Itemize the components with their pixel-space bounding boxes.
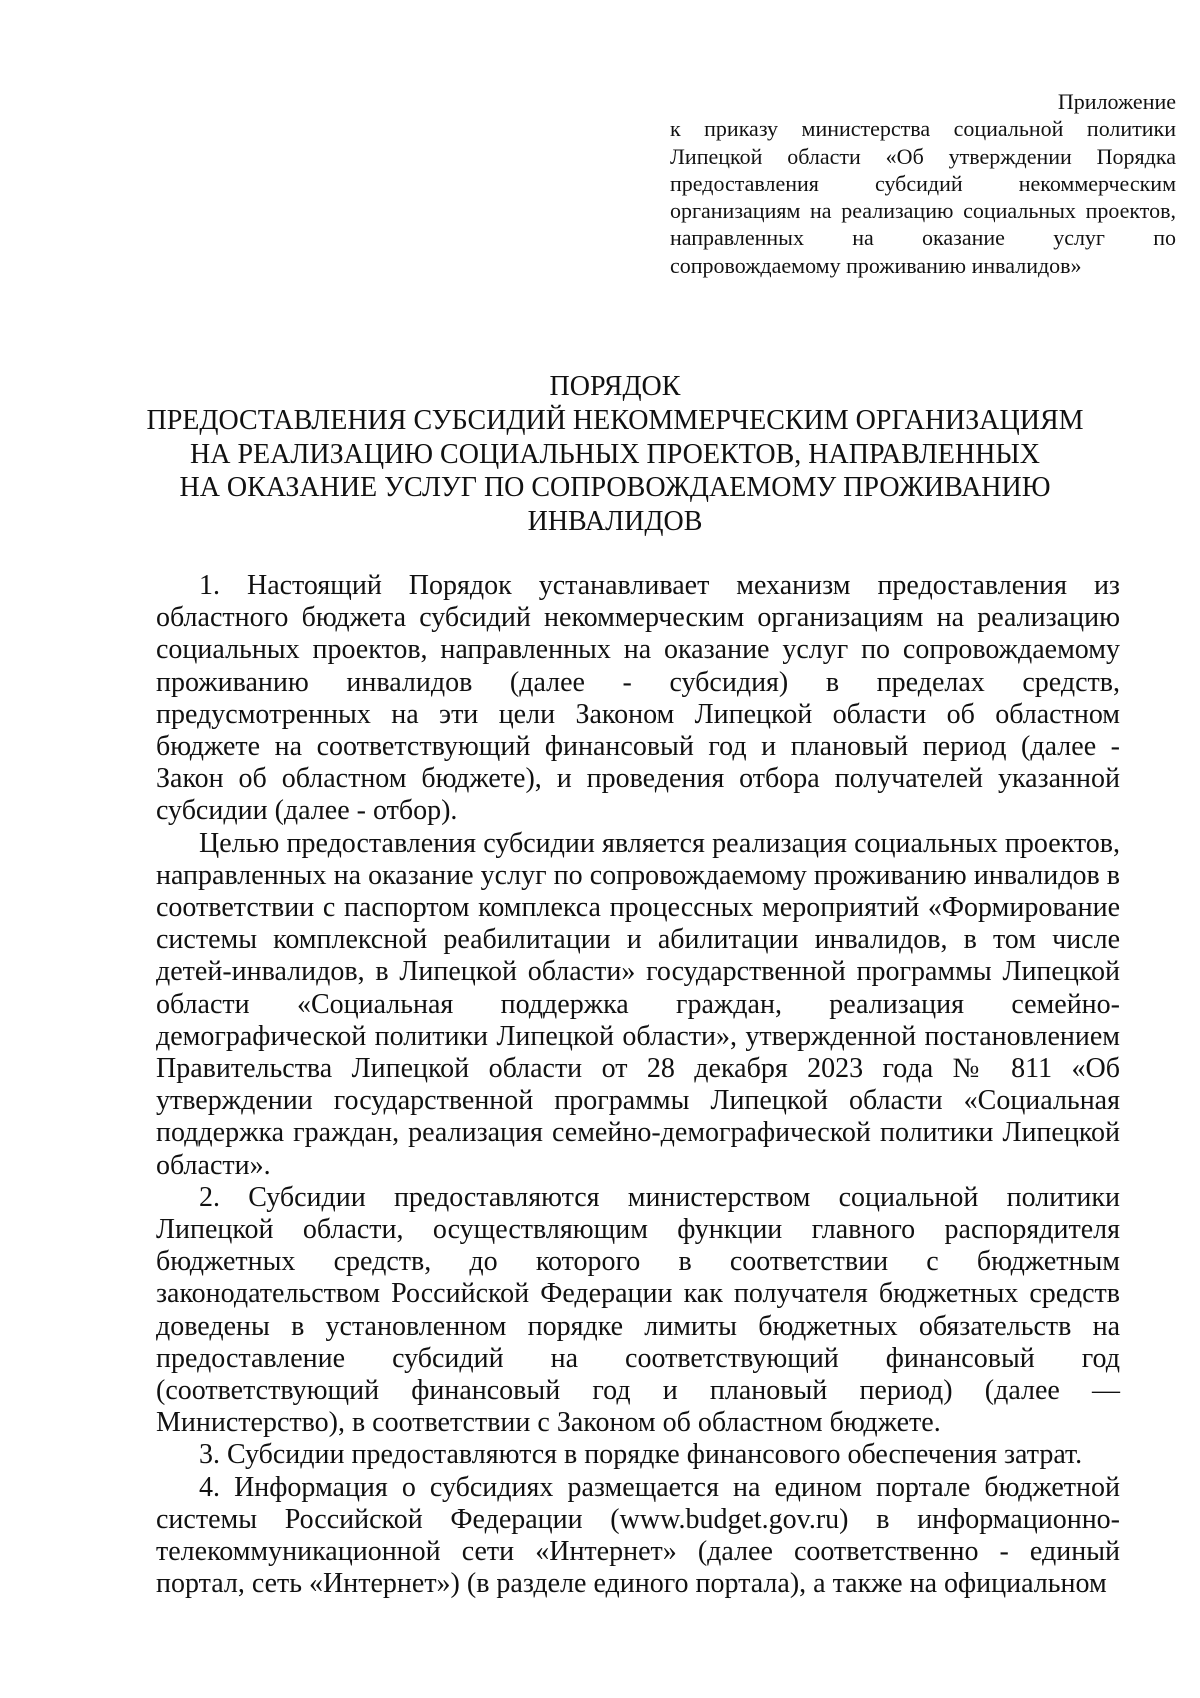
annex-note <box>670 88 1176 279</box>
title-line: НА ОКАЗАНИЕ УСЛУГ ПО СОПРОВОЖДАЕМОМУ ПРОЖИВАНИЮ <box>179 472 1051 504</box>
title-line: ПРЕДОСТАВЛЕНИЯ СУБСИДИЙ НЕКОММЕРЧЕСКИМ ОРГАНИЗАЦИЯМ <box>146 404 1084 436</box>
annex-heading: Приложение <box>1057 89 1176 114</box>
document-body <box>156 570 1120 1601</box>
annex-text: к приказу министерства социальной политики Липецкой области «Об утверждении Порядка предоставления субсидий некоммерческим организациям на реализацию социальных проектов, направленных на оказание услуг по сопровождаемому проживанию инвалидов» <box>670 116 1176 278</box>
paragraph-4: 4. Информация о субсидиях размещается на едином портале бюджетной системы Российской Федерации (www.budget.gov.ru) в информационно-телекоммуникационной сети «Интернет» (далее соответственно - единый портал, сеть «Интернет») (в разделе единого портала), а также на официальном <box>156 1471 1120 1600</box>
paragraph-1: 1. Настоящий Порядок устанавливает механизм предоставления из областного бюджета субсидий некоммерческим организациям на реализацию социальных проектов, направленных на оказание услуг по сопровождаемому проживанию инвалидов (далее - субсидия) в пределах средств, предусмотренных на эти цели Законом Липецкой области об областном бюджете на соответствующий финансовый год и плановый период (далее - Закон об областном бюджете), и проведения отбора получателей указанной субсидии (далее - отбор). <box>156 570 1120 827</box>
title-line: ПОРЯДОК <box>549 371 681 402</box>
document-title <box>120 370 1110 539</box>
title-line: ИНВАЛИДОВ <box>527 506 703 538</box>
title-line: НА РЕАЛИЗАЦИЮ СОЦИАЛЬНЫХ ПРОЕКТОВ, НАПРАВЛЕННЫХ <box>190 438 1040 470</box>
paragraph-3: 3. Субсидии предоставляются в порядке финансового обеспечения затрат. <box>199 1439 1083 1471</box>
paragraph-purpose: Целью предоставления субсидии является реализация социальных проектов, направленных на оказание услуг по сопровождаемому проживанию инвалидов в соответствии с паспортом комплекса процессных мероприятий «Формирование системы комплексной реабилитации и абилитации инвалидов, в том числе детей-инвалидов, в Липецкой области» государственной программы Липецкой области «Социальная поддержка граждан, реализация семейно-демографической политики Липецкой области», утвержденной постановлением Правительства Липецкой области от 28 декабря 2023 года № 811 «Об утверждении государственной программы Липецкой области «Социальная поддержка граждан, реализация семейно-демографической политики Липецкой области». <box>156 827 1120 1181</box>
paragraph-2: 2. Субсидии предоставляются министерством социальной политики Липецкой области, осуществляющим функции главного распорядителя бюджетных средств, до которого в соответствии с бюджетным законодательством Российской Федерации как получателя бюджетных средств доведены в установленном порядке лимиты бюджетных обязательств на предоставление субсидий на соответствующий финансовый год (соответствующий финансовый год и плановый период) (далее — Министерство), в соответствии с Законом об областном бюджете. <box>156 1181 1120 1439</box>
